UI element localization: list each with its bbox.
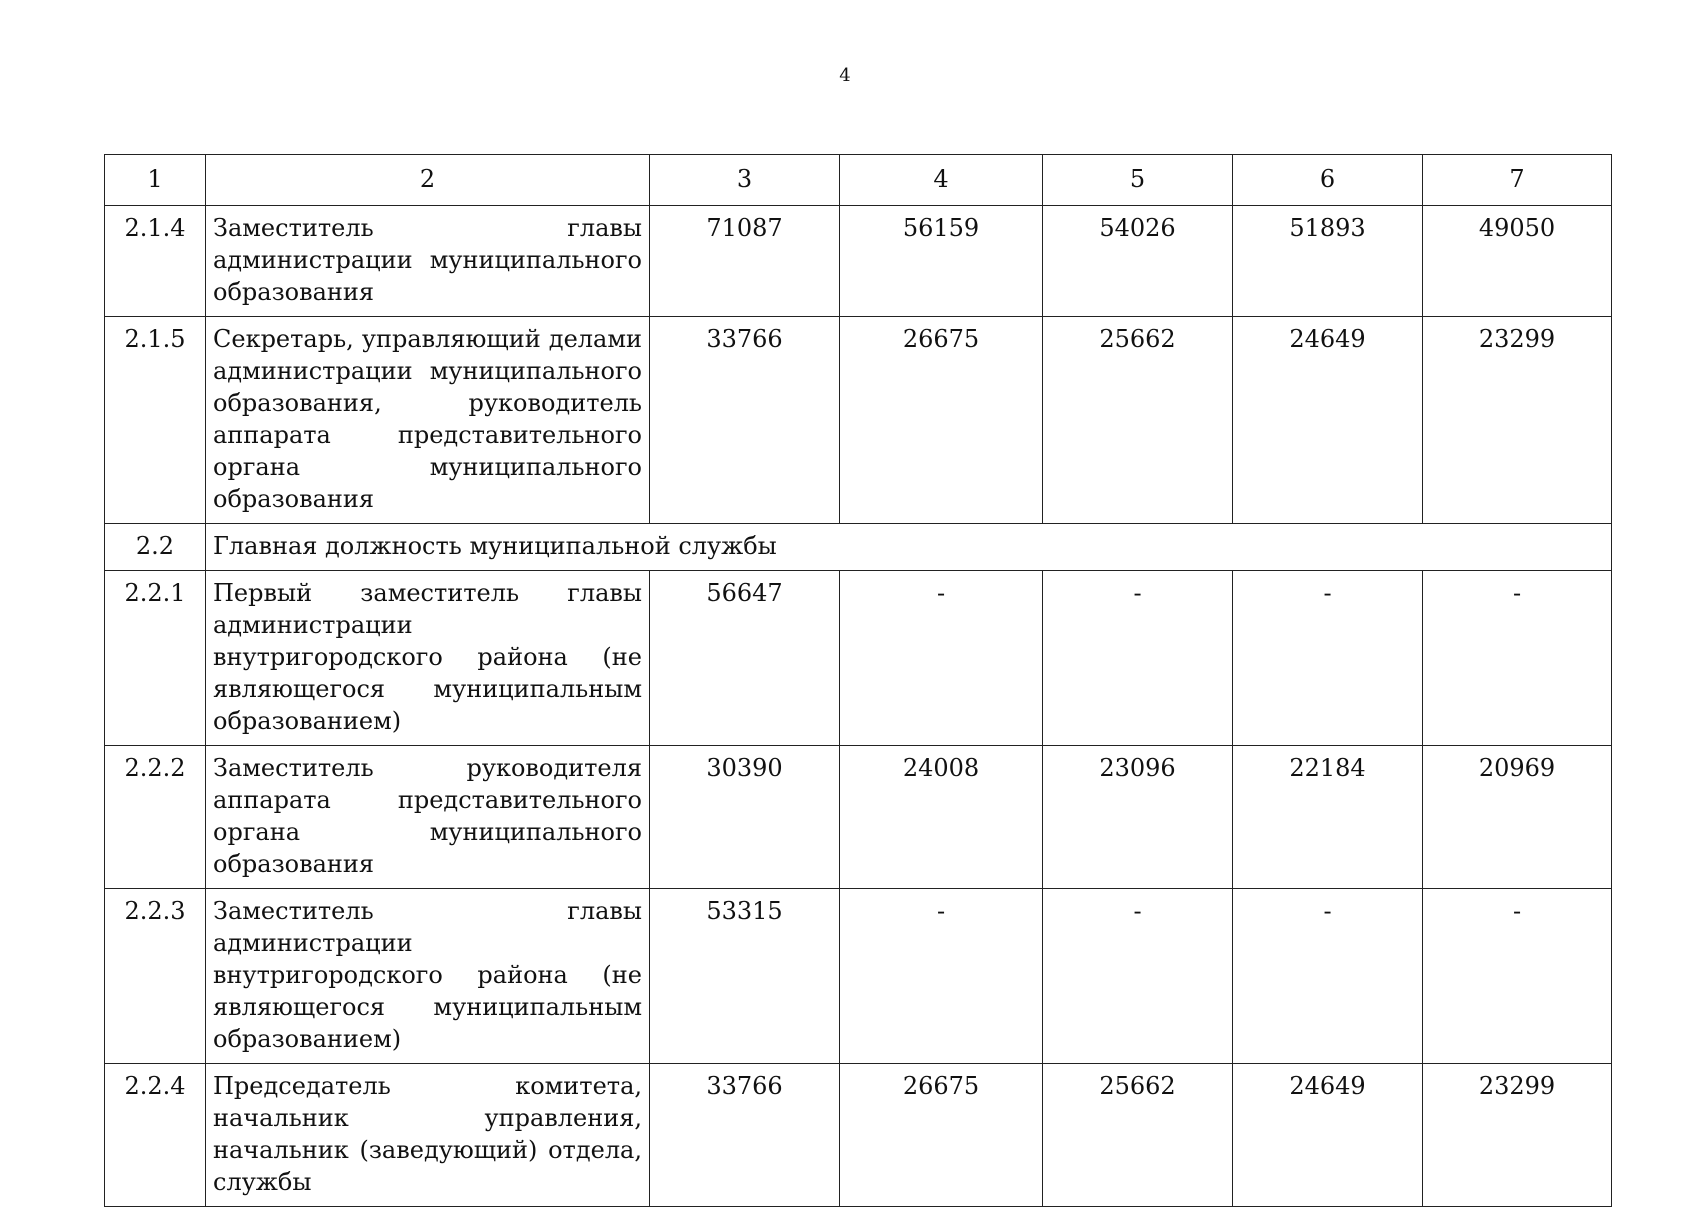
value-cell: 24649 — [1233, 317, 1423, 524]
row-number: 2.2.1 — [105, 571, 206, 746]
table-row — [105, 317, 1612, 524]
table-row — [105, 746, 1612, 889]
value-cell: 33766 — [650, 317, 840, 524]
column-header: 7 — [1423, 155, 1612, 206]
value-cell: 23096 — [1043, 746, 1233, 889]
position-name: Секретарь, управляющий делами администрации муниципального образования, руководитель аппарата представительного органа муниципального образования — [206, 317, 650, 524]
value-cell: 33766 — [650, 1064, 840, 1207]
value-cell: - — [840, 571, 1043, 746]
value-cell: - — [1423, 571, 1612, 746]
value-cell: - — [1423, 889, 1612, 1064]
section-number: 2.2 — [105, 524, 206, 571]
value-cell: 56159 — [840, 206, 1043, 317]
value-cell: 25662 — [1043, 1064, 1233, 1207]
value-cell: - — [1043, 571, 1233, 746]
value-cell: 26675 — [840, 317, 1043, 524]
value-cell: 24008 — [840, 746, 1043, 889]
column-header: 6 — [1233, 155, 1423, 206]
row-number: 2.1.4 — [105, 206, 206, 317]
value-cell: 20969 — [1423, 746, 1612, 889]
value-cell: - — [840, 889, 1043, 1064]
value-cell: 23299 — [1423, 1064, 1612, 1207]
value-cell: 30390 — [650, 746, 840, 889]
value-cell: 49050 — [1423, 206, 1612, 317]
position-name: Председатель комитета, начальник управления, начальник (заведующий) отдела, службы — [206, 1064, 650, 1207]
position-name: Заместитель главы администрации внутригородского района (не являющегося муниципальным образованием) — [206, 889, 650, 1064]
table-row — [105, 571, 1612, 746]
table-row — [105, 1064, 1612, 1207]
column-header: 2 — [206, 155, 650, 206]
value-cell: - — [1043, 889, 1233, 1064]
position-name: Заместитель руководителя аппарата представительного органа муниципального образования — [206, 746, 650, 889]
value-cell: 56647 — [650, 571, 840, 746]
salary-table — [104, 154, 1612, 1207]
value-cell: 24649 — [1233, 1064, 1423, 1207]
column-header: 1 — [105, 155, 206, 206]
column-header: 5 — [1043, 155, 1233, 206]
value-cell: 25662 — [1043, 317, 1233, 524]
section-title: Главная должность муниципальной службы — [206, 524, 1612, 571]
value-cell: 53315 — [650, 889, 840, 1064]
table-row — [105, 889, 1612, 1064]
value-cell: 51893 — [1233, 206, 1423, 317]
position-name: Первый заместитель главы администрации внутригородского района (не являющегося муниципальным образованием) — [206, 571, 650, 746]
value-cell: 23299 — [1423, 317, 1612, 524]
column-header: 3 — [650, 155, 840, 206]
value-cell: - — [1233, 889, 1423, 1064]
value-cell: 22184 — [1233, 746, 1423, 889]
value-cell: - — [1233, 571, 1423, 746]
value-cell: 26675 — [840, 1064, 1043, 1207]
value-cell: 71087 — [650, 206, 840, 317]
table-header-row — [105, 155, 1612, 206]
table-row — [105, 206, 1612, 317]
row-number: 2.2.4 — [105, 1064, 206, 1207]
page-number: 4 — [839, 65, 851, 86]
section-row — [105, 524, 1612, 571]
column-header: 4 — [840, 155, 1043, 206]
row-number: 2.2.2 — [105, 746, 206, 889]
position-name: Заместитель главы администрации муниципального образования — [206, 206, 650, 317]
value-cell: 54026 — [1043, 206, 1233, 317]
row-number: 2.2.3 — [105, 889, 206, 1064]
row-number: 2.1.5 — [105, 317, 206, 524]
